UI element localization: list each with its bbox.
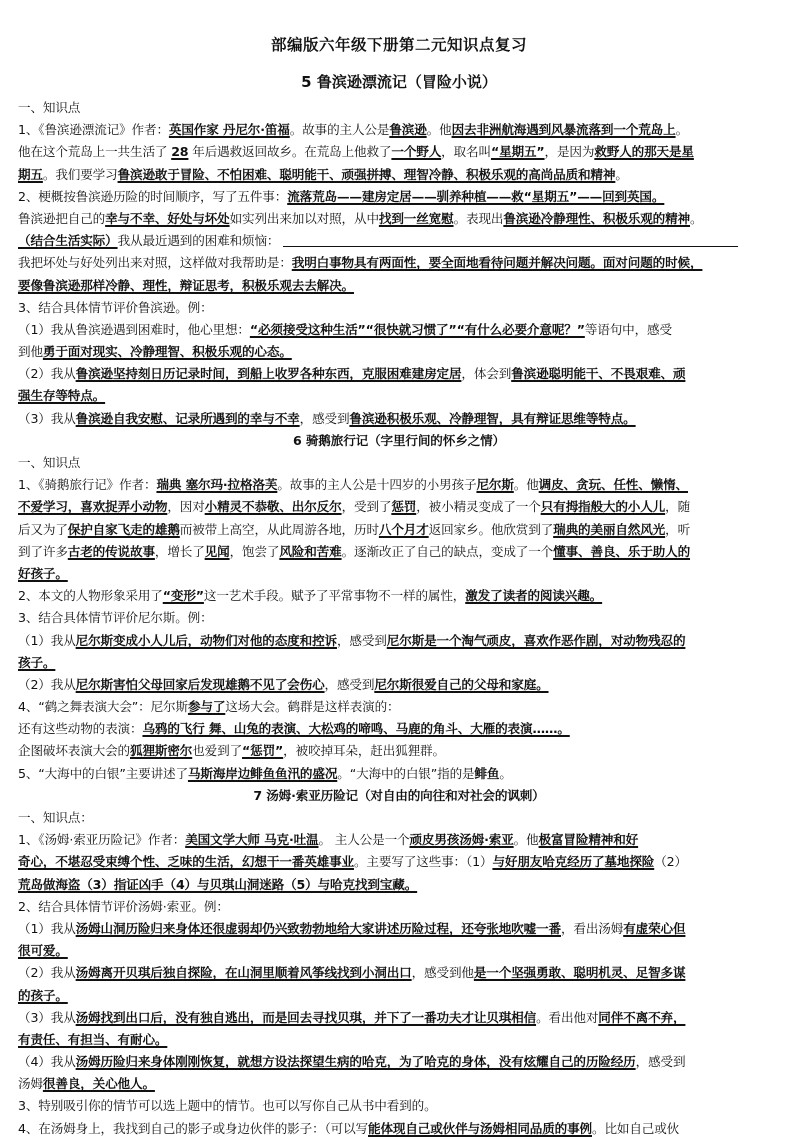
ch6-line-2: 不爱学习，喜欢捉弄小动物，因对小精灵不恭敬、出尔反尔，受到了惩罚，被小精灵变成了一个只有拇指般大的小人儿，随 — [18, 499, 691, 515]
ch6-line-6: 2、本文的人物形象采用了“变形”这一艺术手段。赋予了平常事物不一样的属性，激发了读者的阅读兴趣。 — [18, 588, 603, 604]
chapter-6-heading: 6 骑鹅旅行记（字里行间的怀乡之情） — [293, 432, 505, 448]
ch6-line-9: 孩子。 — [18, 654, 56, 670]
ch6-line-3: 后又为了保护自家飞走的雄鹅而被带上高空，从此周游各地，历时八个月才返回家乡。他欣赏到了瑞典的美丽自然风光，听 — [18, 521, 691, 537]
ch7-line-7: （2）我从汤姆离开贝琪后独自探险，在山洞里顺着风筝线找到小洞出口，感受到他是一个坚强勇敢、聪明机灵、足智多谋 — [18, 965, 686, 981]
ch7-line-1: 1、《汤姆·索亚历险记》作者：美国文学大师 马克·吐温。 主人公是一个顽皮男孩汤姆·索亚。他极富冒险精神和好 — [18, 832, 639, 848]
document-page — [18, 0, 780, 1140]
ch7-line-13: 3、特别吸引你的情节可以选上题中的情节。也可以写你自己从书中看到的。 — [18, 1098, 437, 1114]
ch7-line-3: 荒岛做海盗（3）指证凶手（4）与贝琪山洞迷路（5）与哈克找到宝藏。 — [18, 876, 418, 892]
chapter-7-heading: 7 汤姆·索亚历险记（对自由的向往和对社会的讽刺） — [253, 787, 545, 803]
ch5-line-9: 3、结合具体情节评价鲁滨逊。例： — [18, 299, 213, 315]
ch5-line-10: （1）我从鲁滨逊遇到困难时，他心里想：“必须接受这种生活”“很快就习惯了”“有什么必要介意呢？”等语句中，感受 — [18, 321, 672, 337]
ch5-line-3: 期五。我们要学习鲁滨逊敢于冒险、不怕困难、聪明能干、顽强拼搏、理智冷静、积极乐观的高尚品质和精神。 — [18, 166, 628, 182]
ch6-line-1: 1、《骑鹅旅行记》作者：瑞典 塞尔玛·拉格洛芙。故事的主人公是十四岁的小男孩子尼尔斯。他调皮、贪玩、任性、懒惰、 — [18, 477, 688, 493]
ch7-line-5: （1）我从汤姆山洞历险归来身体还很虚弱却仍兴致勃勃地给大家讲述历险过程，还夸张地吹嘘一番，看出汤姆有虚荣心但 — [18, 920, 686, 936]
ch5-knowledge-label: 一、知识点 — [18, 100, 81, 115]
ch6-line-12: 还有这些动物的表演：乌鸦的飞行 舞、山兔的表演、大松鸡的啼鸣、马鹿的角斗、大雁的表演……。 — [18, 721, 570, 737]
answer-blank — [283, 232, 738, 247]
ch5-line-12: （2）我从鲁滨逊坚持刻日历记录时间，到船上收罗各种东西，克服困难建房定居，体会到鲁滨逊聪明能干、不畏艰难、顽 — [18, 366, 686, 382]
ch5-line-2: 他在这个荒岛上一共生活了 28 年后遇救返回故乡。在荒岛上他救了一个野人，取名叫“星期五”，是因为救野人的那天是星 — [18, 144, 694, 160]
ch7-line-14: 4、在汤姆身上，我找到自己的影子或身边伙伴的影子：（可以写能体现自己或伙伴与汤姆相同品质的事例。比如自己或伙 — [18, 1120, 680, 1136]
ch5-line-4: 2、梗概按鲁滨逊历险的时间顺序，写了五件事：流落荒岛——建房定居——驯养种植——救“星期五”——回到英国。 — [18, 188, 665, 204]
ch5-line-11: 到他勇于面对现实、冷静理智、积极乐观的心态。 — [18, 344, 292, 360]
ch7-line-2: 奇心，不堪忍受束缚个性、乏味的生活，幻想干一番英雄事业。主要写了这些事：（1）与好朋友哈克经历了墓地探险（2） — [18, 854, 687, 870]
ch7-line-12: 汤姆很善良，关心他人。 — [18, 1076, 155, 1092]
ch6-line-14: 5、“大海中的白银”主要讲述了马斯海岸边鲱鱼鱼汛的盛况。“大海中的白银”指的是鲱鱼。 — [18, 765, 512, 781]
ch6-line-13: 企图破坏表演大会的狐狸斯密尔也爱到了“惩罚”，被咬掉耳朵，赶出狐狸群。 — [18, 743, 445, 759]
ch7-line-4: 2、结合具体情节评价汤姆·索亚。例： — [18, 898, 229, 914]
chapter-5-heading: 5 鲁滨逊漂流记（冒险小说） — [301, 73, 497, 91]
ch6-line-8: （1）我从尼尔斯变成小人儿后，动物们对他的态度和控诉，感受到尼尔斯是一个淘气顽皮，喜欢作恶作剧，对动物残忍的 — [18, 632, 686, 648]
ch5-line-8: 要像鲁滨逊那样冷静、理性，辩证思考，积极乐观去去解决。 — [18, 277, 354, 293]
ch5-line-6: （结合生活实际）我从最近遇到的困难和烦恼： — [18, 230, 780, 252]
ch6-line-7: 3、结合具体情节评价尼尔斯。例： — [18, 610, 213, 626]
ch7-line-11: （4）我从汤姆历险归来身体刚刚恢复，就想方设法探望生病的哈克，为了哈克的身体，没有炫耀自己的历险经历，感受到 — [18, 1054, 686, 1070]
ch7-line-6: 很可爱。 — [18, 943, 68, 959]
ch6-knowledge-label: 一、知识点 — [18, 455, 81, 470]
ch6-line-10: （2）我从尼尔斯害怕父母回家后发现雄鹅不见了会伤心，感受到尼尔斯很爱自己的父母和家庭。 — [18, 676, 549, 692]
ch5-line-1: 1、《鲁滨逊漂流记》作者：英国作家 丹尼尔·笛福。故事的主人公是鲁滨逊。他因去非洲航海遇到风暴流落到一个荒岛上。 — [18, 122, 689, 138]
ch7-line-9: （3）我从汤姆找到出口后，没有独自逃出，而是回去寻找贝琪，并下了一番功夫才让贝琪相信。看出他对同伴不离不弃， — [18, 1009, 686, 1025]
ch6-line-5: 好孩子。 — [18, 565, 68, 581]
ch5-line-7: 我把坏处与好处列出来对照，这样做对我帮助是：我明白事物具有两面性，要全面地看待问题并解决问题。面对问题的时候， — [18, 255, 703, 271]
ch7-line-10: 有责任、有担当、有耐心。 — [18, 1031, 168, 1047]
ch7-knowledge-label: 一、知识点： — [18, 810, 93, 825]
ch6-line-4: 到了许多古老的传说故事，增长了见闻，饱尝了风险和苦难。逐渐改正了自己的缺点，变成了一个懂事、善良、乐于助人的 — [18, 543, 691, 559]
ch5-line-14: （3）我从鲁滨逊自我安慰、记录所遇到的幸与不幸，感受到鲁滨逊积极乐观、冷静理智，具有辩证思维等特点。 — [18, 410, 636, 426]
document-title: 部编版六年级下册第二元知识点复习 — [270, 36, 527, 54]
ch5-line-5: 鲁滨逊把自己的幸与不幸、好处与坏处如实列出来加以对照，从中找到一丝宽慰。表现出鲁滨逊冷静理性、积极乐观的精神。 — [18, 210, 703, 226]
ch7-line-8: 的孩子。 — [18, 987, 68, 1003]
ch6-line-11: 4、“鹤之舞表演大会”：尼尔斯参与了这场大会。鹤群是这样表演的： — [18, 699, 400, 715]
ch5-line-13: 强生存等特点。 — [18, 388, 106, 404]
